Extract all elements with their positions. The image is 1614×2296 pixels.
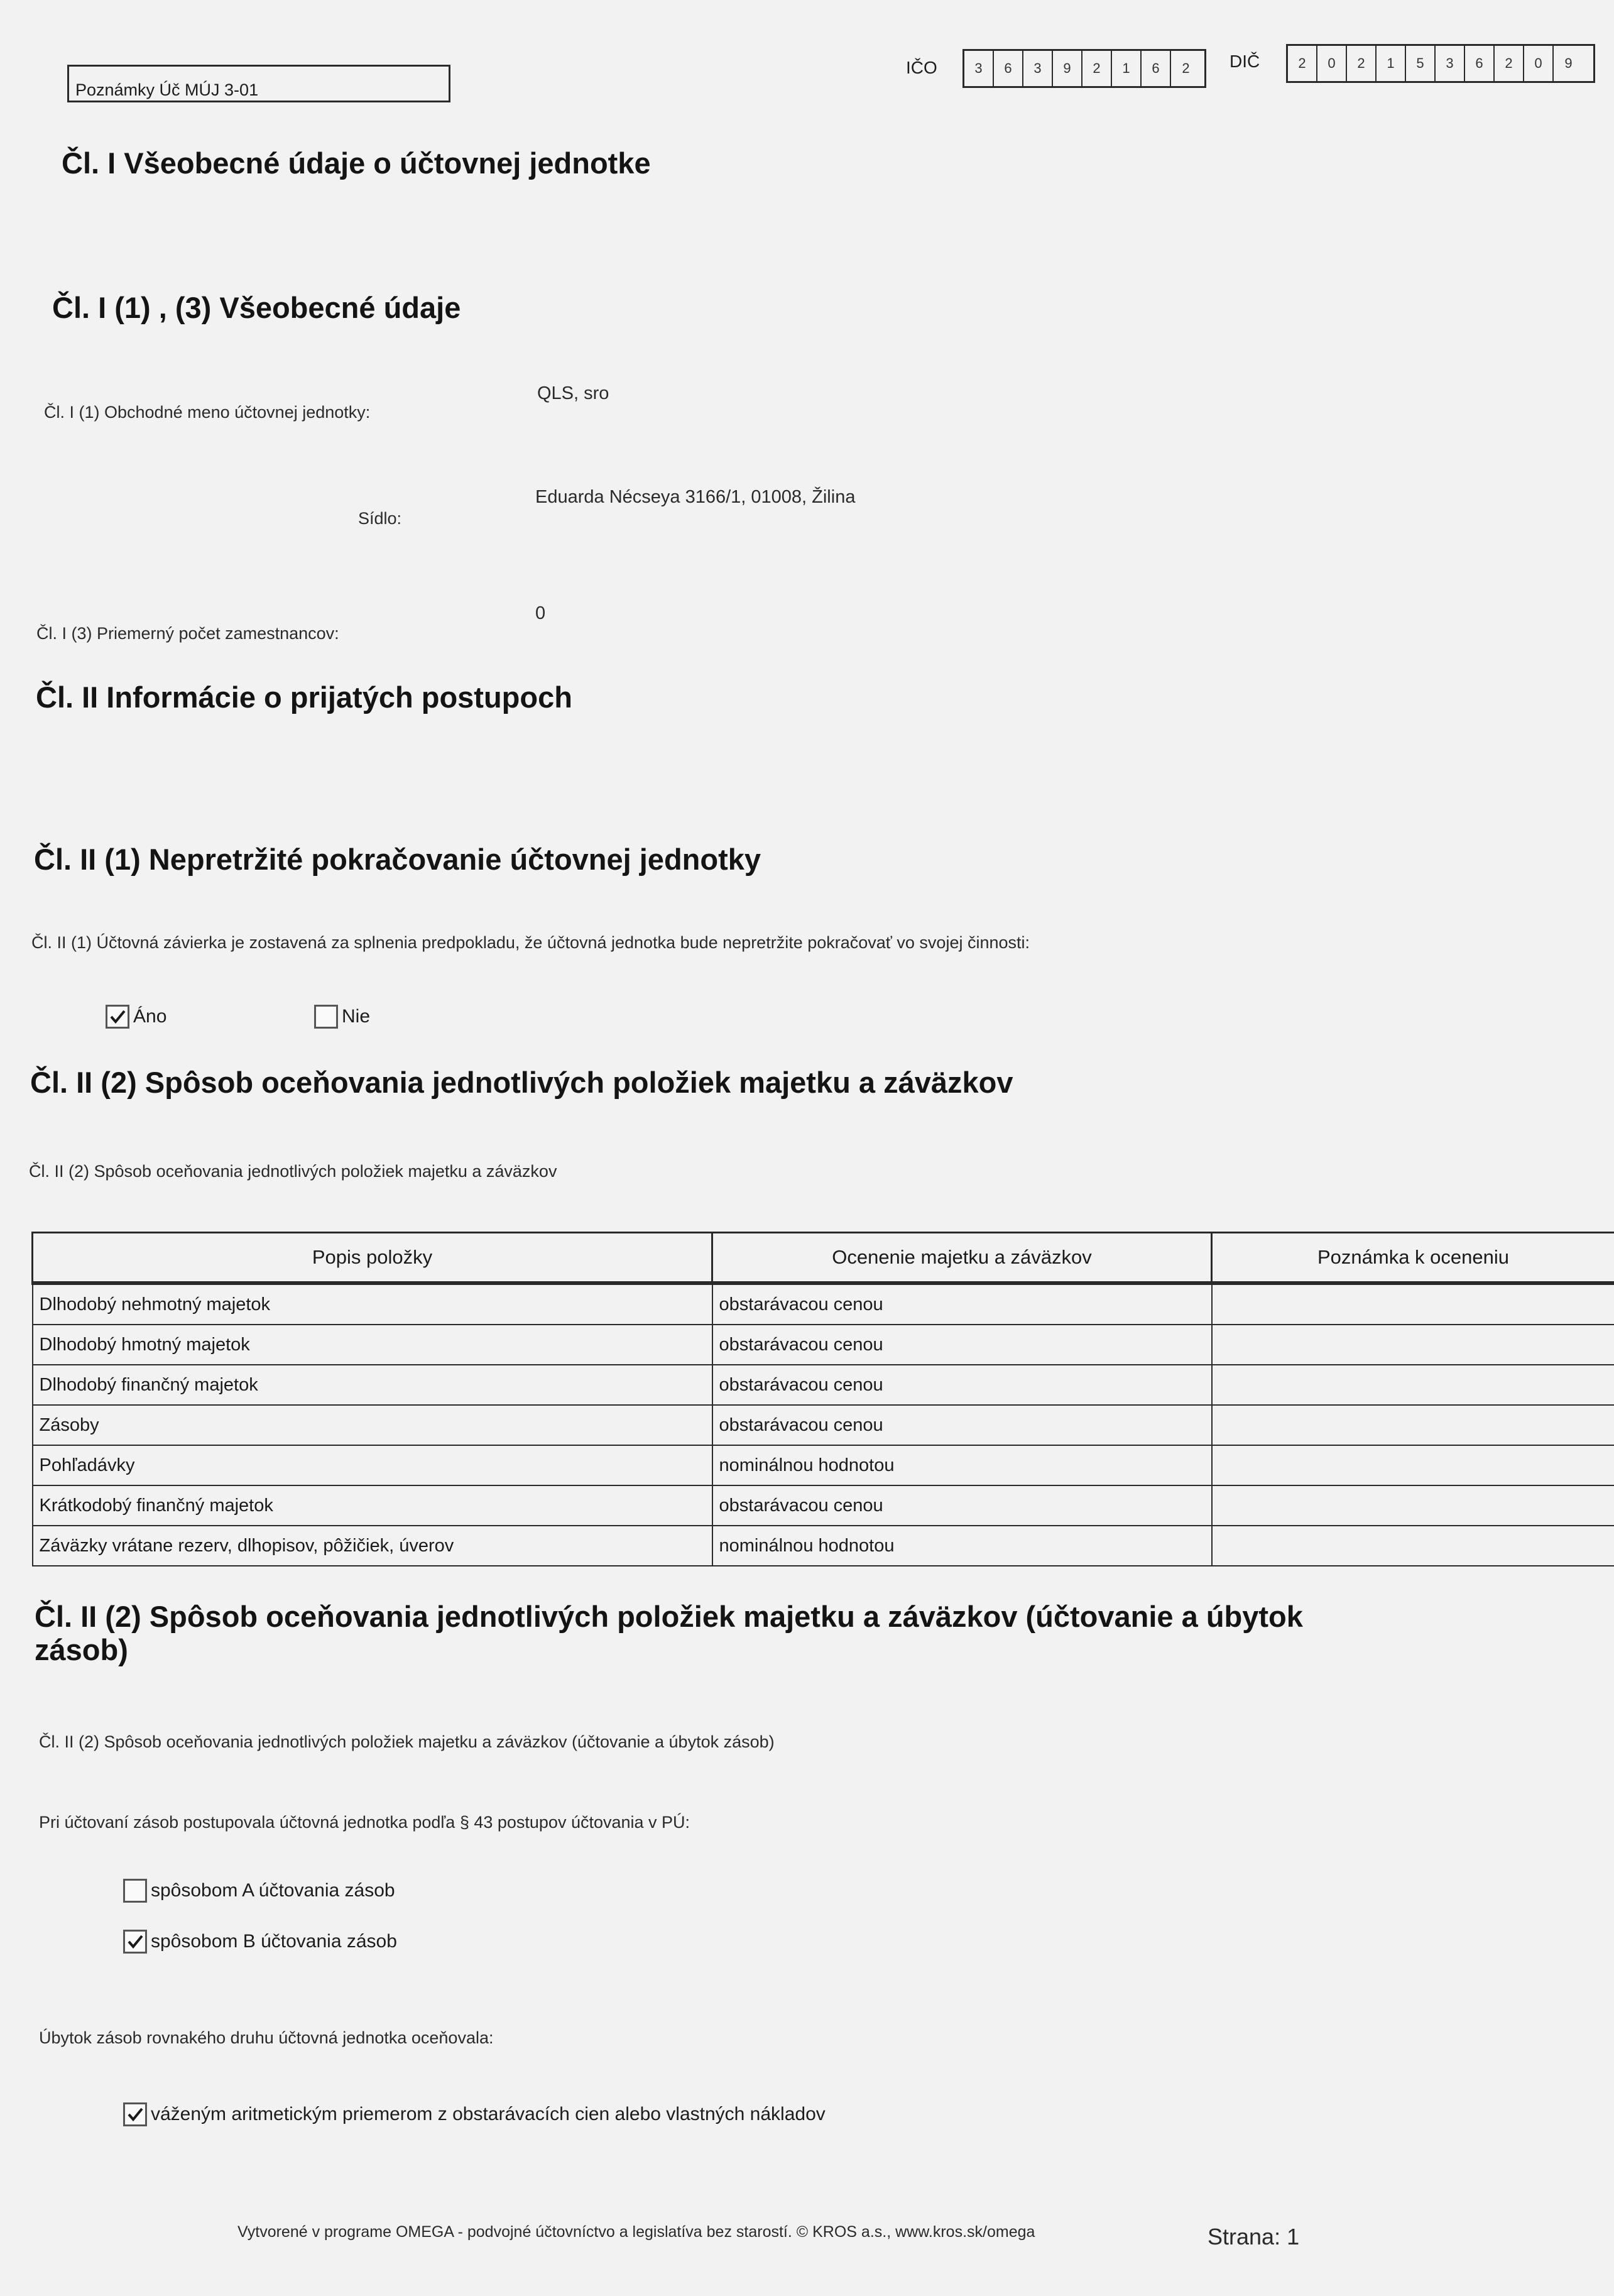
method-a-checkbox[interactable]	[123, 1879, 147, 1903]
yes-checkbox[interactable]	[106, 1005, 129, 1029]
item-cell: Záväzky vrátane rezerv, dlhopisov, pôžičiek, úverov	[33, 1526, 712, 1566]
method-a-label: spôsobom A účtovania zásob	[151, 1880, 395, 1901]
dic-digit: 2	[1347, 46, 1377, 81]
continuity-title: Čl. II (1) Nepretržité pokračovanie účtovnej jednotky	[34, 843, 761, 876]
item-cell: Pohľadávky	[33, 1445, 712, 1485]
check-icon	[108, 1007, 127, 1026]
no-label: Nie	[342, 1006, 371, 1027]
header-note: Poznámka k oceneniu	[1212, 1233, 1614, 1284]
dic-digit: 1	[1377, 46, 1406, 81]
item-cell: Zásoby	[33, 1405, 712, 1445]
valuation-cell: obstarávacou cenou	[712, 1283, 1212, 1325]
dic-digit: 0	[1524, 46, 1554, 81]
method-b-option[interactable]	[123, 1930, 397, 1954]
valuation-cell: obstarávacou cenou	[712, 1325, 1212, 1365]
inventory-method-text: Pri účtovaní zásob postupovala účtovná jednotka podľa § 43 postupov účtovania v PÚ:	[39, 1813, 690, 1832]
check-icon	[126, 2105, 144, 2124]
dic-digit: 2	[1288, 46, 1317, 81]
dic-digits	[1286, 44, 1595, 83]
note-cell	[1212, 1283, 1614, 1325]
employees-value: 0	[535, 603, 546, 623]
ico-digit: 2	[1182, 60, 1190, 76]
method-b-label: spôsobom B účtovania zásob	[151, 1931, 397, 1952]
ico-digit: 6	[994, 51, 1023, 86]
inventory-title-line2: zásob)	[35, 1633, 128, 1666]
note-cell	[1212, 1405, 1614, 1445]
table-row	[33, 1485, 1614, 1526]
ico-digits	[962, 49, 1206, 88]
item-cell: Dlhodobý finančný majetok	[33, 1365, 712, 1405]
ico-digit: 6	[1142, 51, 1171, 86]
dic-digit: 3	[1436, 46, 1465, 81]
method-b-checkbox[interactable]	[123, 1930, 147, 1954]
dic-label: DIČ	[1230, 52, 1260, 71]
valuation-cell: nominálnou hodnotou	[712, 1445, 1212, 1485]
dic-digit: 5	[1406, 46, 1436, 81]
dic-digit: 9	[1564, 55, 1573, 71]
weighted-checkbox[interactable]	[123, 2102, 147, 2126]
ico-digit: 3	[964, 51, 994, 86]
header-valuation: Ocenenie majetku a záväzkov	[712, 1233, 1212, 1284]
continuity-text: Čl. II (1) Účtovná závierka je zostavená za splnenia predpokladu, že účtovná jednotka bude nepretržite pokračovať vo svojej činnosti:	[31, 933, 1030, 952]
header-item: Popis položky	[33, 1233, 712, 1284]
ico-digit: 2	[1082, 51, 1112, 86]
valuation-table	[31, 1232, 1614, 1566]
ico-label: IČO	[906, 58, 937, 77]
note-cell	[1212, 1365, 1614, 1405]
no-checkbox[interactable]	[314, 1005, 338, 1029]
note-cell	[1212, 1485, 1614, 1526]
weighted-option[interactable]	[123, 2102, 826, 2126]
company-name-value: QLS, sro	[537, 383, 609, 403]
method-a-option[interactable]	[123, 1879, 395, 1903]
table-header-row	[33, 1233, 1614, 1284]
item-cell: Krátkodobý finančný majetok	[33, 1485, 712, 1526]
valuation-text: Čl. II (2) Spôsob oceňovania jednotlivých položiek majetku a záväzkov	[29, 1162, 557, 1181]
page-number: Strana: 1	[1208, 2224, 1300, 2250]
seat-label: Sídlo:	[358, 509, 402, 528]
decrease-text: Úbytok zásob rovnakého druhu účtovná jednotka oceňovala:	[39, 2028, 494, 2047]
option-yes[interactable]	[106, 1005, 166, 1029]
note-cell	[1212, 1526, 1614, 1566]
valuation-cell: obstarávacou cenou	[712, 1485, 1212, 1526]
seat-value: Eduarda Nécseya 3166/1, 01008, Žilina	[535, 487, 856, 507]
note-cell	[1212, 1325, 1614, 1365]
form-id-box	[67, 65, 450, 102]
table-row	[33, 1365, 1614, 1405]
table-row	[33, 1283, 1614, 1325]
valuation-cell: nominálnou hodnotou	[712, 1526, 1212, 1566]
weighted-label: váženým aritmetickým priemerom z obstarávacích cien alebo vlastných nákladov	[151, 2104, 826, 2124]
footer-text: Vytvorené v programe OMEGA - podvojné účtovníctvo a legislatíva bez starostí. © KROS a.s., www.kros.sk/omega	[237, 2223, 1035, 2241]
valuation-cell: obstarávacou cenou	[712, 1405, 1212, 1445]
ico-digit: 9	[1053, 51, 1082, 86]
company-name-label: Čl. I (1) Obchodné meno účtovnej jednotky:	[44, 403, 371, 422]
ico-digit: 1	[1112, 51, 1142, 86]
valuation-cell: obstarávacou cenou	[712, 1365, 1212, 1405]
employees-label: Čl. I (3) Priemerný počet zamestnancov:	[36, 624, 339, 643]
section-1-subtitle: Čl. I (1) , (3) Všeobecné údaje	[52, 291, 461, 324]
section-1-title: Čl. I Všeobecné údaje o účtovnej jednotke	[62, 146, 651, 180]
ico-digit: 3	[1023, 51, 1053, 86]
table-row	[33, 1325, 1614, 1365]
check-icon	[126, 1932, 144, 1951]
option-no[interactable]	[314, 1005, 370, 1029]
item-cell: Dlhodobý hmotný majetok	[33, 1325, 712, 1365]
form-id-text: Poznámky Úč MÚJ 3-01	[75, 80, 259, 99]
table-row	[33, 1445, 1614, 1485]
dic-digit: 2	[1495, 46, 1524, 81]
valuation-title: Čl. II (2) Spôsob oceňovania jednotlivých položiek majetku a záväzkov	[30, 1066, 1013, 1099]
inventory-title-line1: Čl. II (2) Spôsob oceňovania jednotlivých položiek majetku a záväzkov (účtovanie a úbytok	[35, 1600, 1303, 1633]
item-cell: Dlhodobý nehmotný majetok	[33, 1283, 712, 1325]
note-cell	[1212, 1445, 1614, 1485]
table-row	[33, 1526, 1614, 1566]
table-row	[33, 1405, 1614, 1445]
dic-digit: 6	[1465, 46, 1495, 81]
yes-label: Áno	[133, 1006, 167, 1027]
dic-digit: 0	[1317, 46, 1347, 81]
section-2-title: Čl. II Informácie o prijatých postupoch	[36, 681, 572, 714]
inventory-text: Čl. II (2) Spôsob oceňovania jednotlivých položiek majetku a záväzkov (účtovanie a úbytok zásob)	[39, 1732, 775, 1751]
